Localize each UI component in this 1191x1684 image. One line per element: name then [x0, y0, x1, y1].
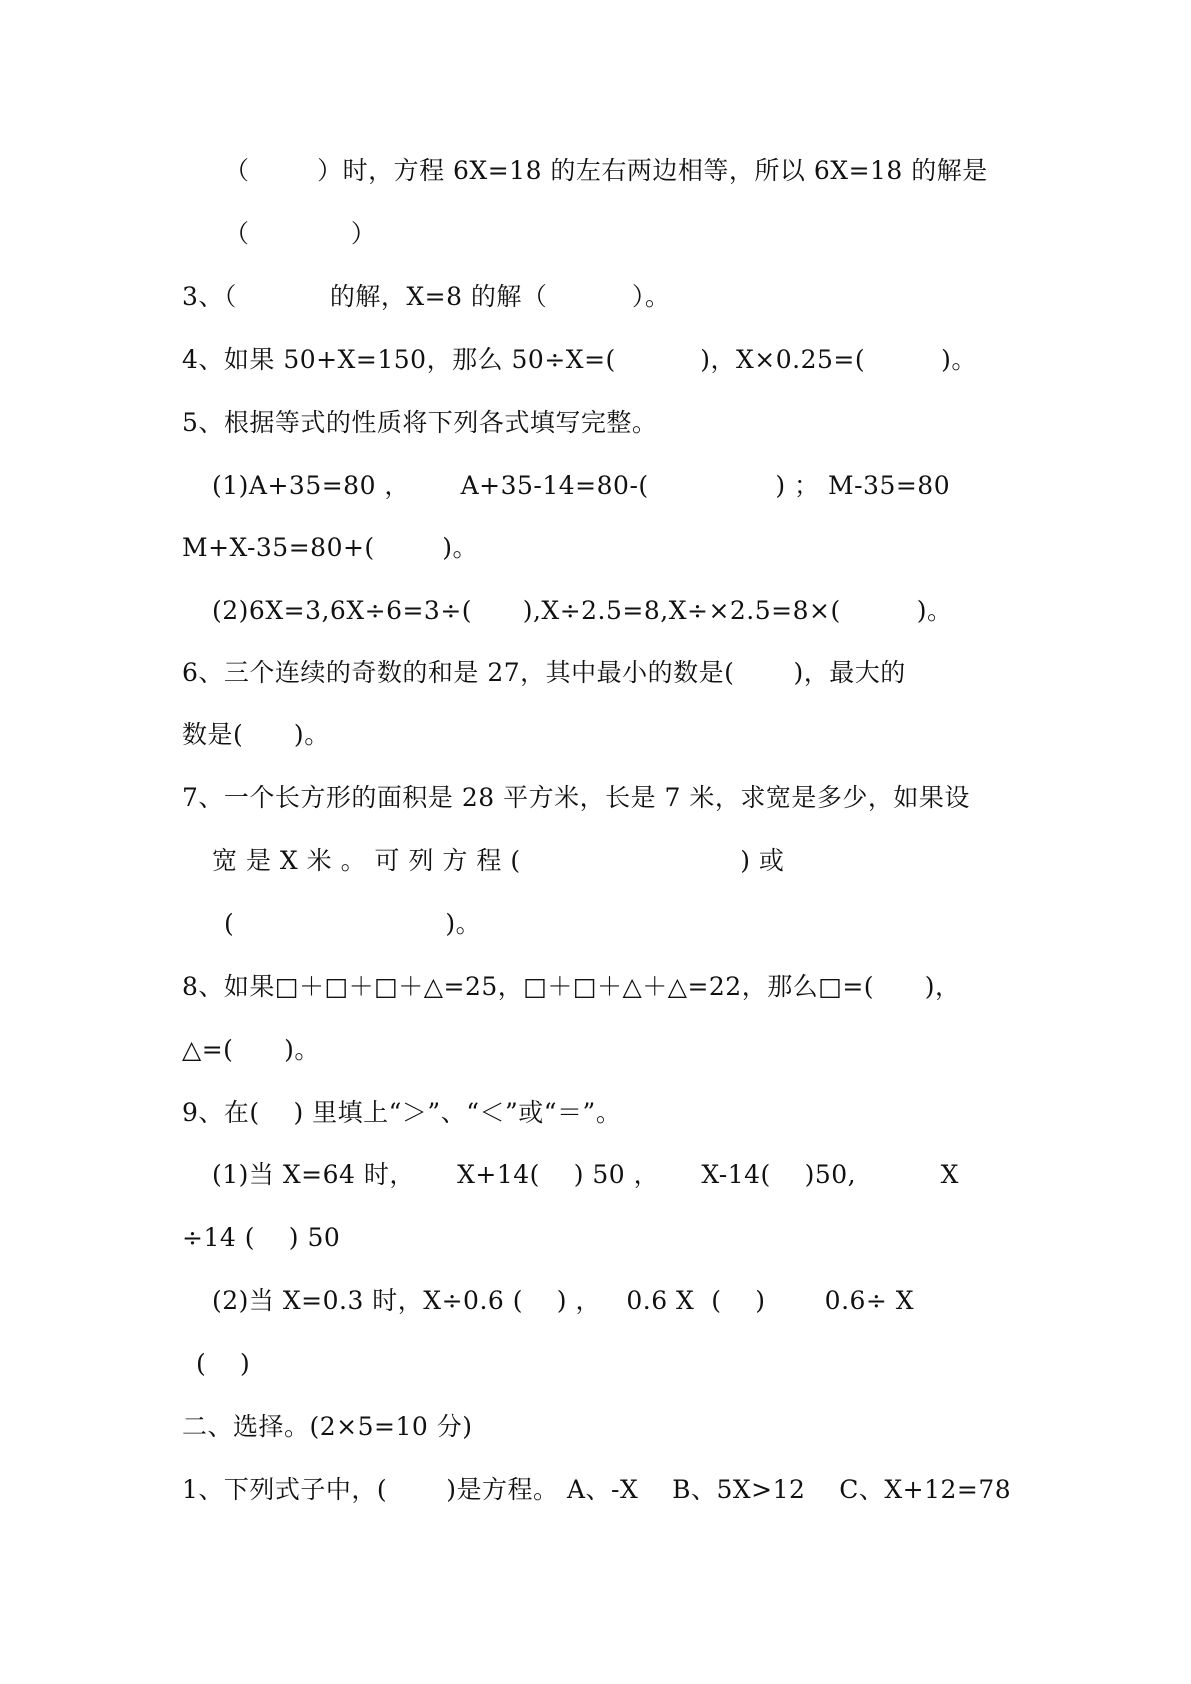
- question-6: 6、三个连续的奇数的和是 27，其中最小的数是( )，最大的: [182, 658, 906, 687]
- section-2-heading: 二、选择。(2×5=10 分): [182, 1412, 473, 1441]
- question-5-part-1-continued: M+X-35=80+( )。: [182, 533, 478, 562]
- question-4: 4、如果 50+X=150，那么 50÷X=( )，X×0.25=( )。: [182, 345, 977, 374]
- question-7-continued: 宽 是 X 米 。 可 列 方 程 ( ) 或: [212, 846, 785, 875]
- question-9-part-2-continued: ( ): [196, 1349, 251, 1378]
- question-9: 9、在( ) 里填上“＞”、“＜”或“＝”。: [182, 1098, 622, 1127]
- choice-question-1: 1、下列式子中，( )是方程。 A、-X B、5X>12 C、X+12=78: [182, 1475, 1012, 1504]
- question-8: 8、如果□＋□＋□＋△=25，□＋□＋△＋△=22，那么□=( )，: [182, 972, 961, 1001]
- question-5: 5、根据等式的性质将下列各式填写完整。: [182, 408, 658, 437]
- question-7-answer-blank: ( )。: [224, 909, 482, 938]
- question-3: 3、（ 的解，X=8 的解（ ）。: [182, 282, 671, 311]
- question-5-part-1: (1)A+35=80 ， A+35-14=80-( ) ； M-35=80: [212, 471, 951, 500]
- question-8-continued: △=( )。: [182, 1035, 320, 1064]
- question-6-continued: 数是( )。: [182, 720, 330, 749]
- q2-continuation-line: （ ）时，方程 6X=18 的左右两边相等，所以 6X=18 的解是: [224, 156, 988, 185]
- question-5-part-2: (2)6X=3,6X÷6=3÷( ),X÷2.5=8,X÷×2.5=8×( )。: [212, 596, 953, 625]
- question-9-part-1: (1)当 X=64 时， X+14( ) 50 ， X-14( )50, X: [212, 1160, 959, 1189]
- question-9-part-2: (2)当 X=0.3 时，X÷0.6 ( ) ， 0.6 X ( ) 0.6÷ X: [212, 1286, 915, 1315]
- question-9-part-1-continued: ÷14 ( ) 50: [182, 1223, 341, 1252]
- q2-answer-blank-line: （ ）: [224, 219, 377, 248]
- question-7: 7、一个长方形的面积是 28 平方米，长是 7 米，求宽是多少，如果设: [182, 783, 970, 812]
